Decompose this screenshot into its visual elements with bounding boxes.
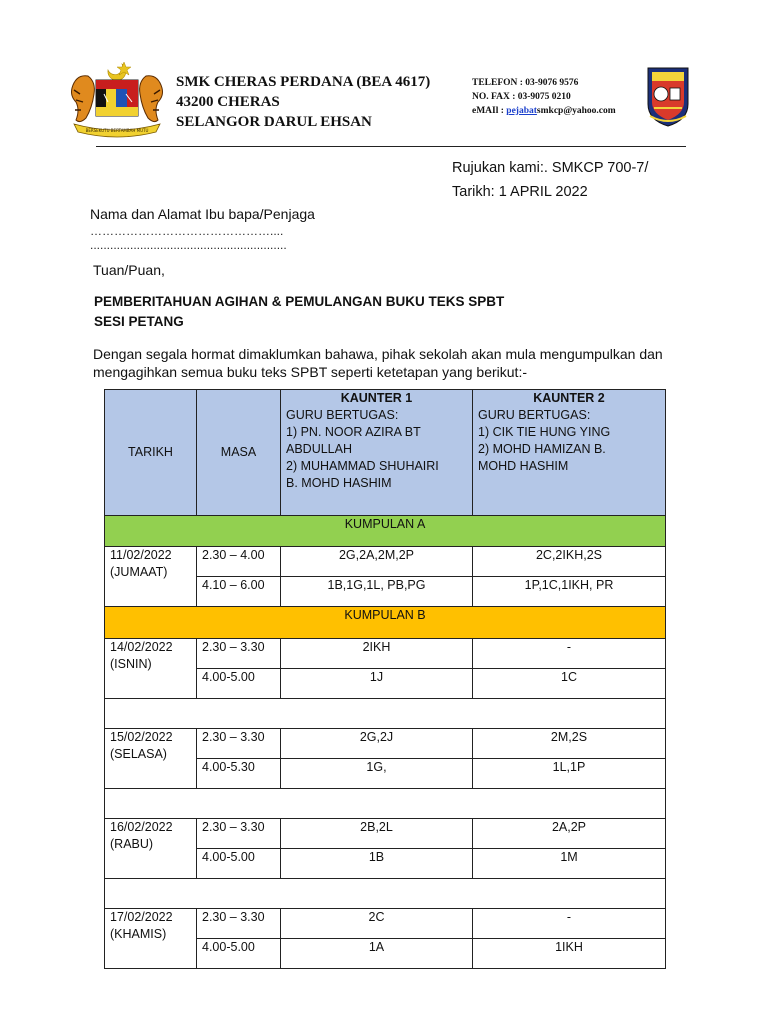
kaunter-1-title: KAUNTER 1 <box>340 391 413 405</box>
table-header-row <box>105 390 666 516</box>
email-domain: smkcp@yahoo.com <box>536 106 616 116</box>
date: 14/02/2022 <box>110 640 173 654</box>
time-cell: 2.30 – 3.30 <box>197 819 281 849</box>
kaunter-1-classes: 1B,1G,1L, PB,PG <box>281 577 473 607</box>
kaunter-2-title: KAUNTER 2 <box>533 391 605 405</box>
table-row <box>105 547 666 577</box>
kaunter-1-classes: 2IKH <box>281 639 473 669</box>
kaunter-1-classes: 2C <box>281 909 473 939</box>
group-a-label: KUMPULAN A <box>105 516 666 547</box>
reference-number: Rujukan kami:. SMKCP 700-7/ <box>452 160 649 176</box>
email-line <box>472 104 616 118</box>
date-cell <box>105 819 197 879</box>
date: 15/02/2022 <box>110 730 173 744</box>
spacer-row <box>105 699 666 729</box>
schedule-table <box>104 389 666 969</box>
kaunter-1-line: ABDULLAH <box>286 442 352 456</box>
kaunter-2-classes: 2A,2P <box>473 819 666 849</box>
recipient-dots-line-1: ……………………………………….... <box>90 224 284 238</box>
header-kaunter-1 <box>281 390 473 516</box>
time-cell: 2.30 – 3.30 <box>197 639 281 669</box>
header-divider <box>96 146 686 147</box>
day: (KHAMIS) <box>110 927 167 941</box>
kaunter-1-line: 1) PN. NOOR AZIRA BT <box>286 425 421 439</box>
time-cell: 4.00-5.00 <box>197 849 281 879</box>
time-cell: 4.00-5.30 <box>197 759 281 789</box>
day: (ISNIN) <box>110 657 152 671</box>
table-row <box>105 729 666 759</box>
intro-paragraph <box>93 345 663 381</box>
time-cell: 2.30 – 3.30 <box>197 729 281 759</box>
kaunter-1-line: GURU BERTUGAS: <box>286 408 399 422</box>
kaunter-2-classes: 1P,1C,1IKH, PR <box>473 577 666 607</box>
school-name: SMK CHERAS PERDANA (BEA 4617) <box>176 74 431 90</box>
day: (SELASA) <box>110 747 167 761</box>
kaunter-2-classes: 1M <box>473 849 666 879</box>
kaunter-2-classes: - <box>473 639 666 669</box>
group-a-row <box>105 516 666 547</box>
kaunter-1-classes: 1J <box>281 669 473 699</box>
kaunter-1-line: 2) MUHAMMAD SHUHAIRI <box>286 459 439 473</box>
date-cell <box>105 909 197 969</box>
kaunter-2-line: GURU BERTUGAS: <box>478 408 591 422</box>
group-b-label: KUMPULAN B <box>105 607 666 639</box>
kaunter-2-classes: 1L,1P <box>473 759 666 789</box>
date-cell <box>105 729 197 789</box>
day: (RABU) <box>110 837 154 851</box>
crest-motto: BERSEKUTU BERTAMBAH MUTU <box>85 128 149 133</box>
time-cell: 4.00-5.00 <box>197 669 281 699</box>
telefon-number: TELEFON : 03-9076 9576 <box>472 78 579 88</box>
school-crest-logo <box>646 66 690 128</box>
header-masa: MASA <box>197 390 281 516</box>
table-row <box>105 909 666 939</box>
time-cell: 4.10 – 6.00 <box>197 577 281 607</box>
kaunter-1-classes: 1B <box>281 849 473 879</box>
kaunter-1-classes: 2G,2A,2M,2P <box>281 547 473 577</box>
kaunter-2-line: 1) CIK TIE HUNG YING <box>478 425 611 439</box>
school-postcode-city: 43200 CHERAS <box>176 94 280 110</box>
letter-subject <box>94 292 504 332</box>
email-label: eMAIl : <box>472 106 507 116</box>
kaunter-2-classes: 2M,2S <box>473 729 666 759</box>
intro-line-1: Dengan segala hormat dimaklumkan bahawa, pihak sekolah akan mula mengumpulkan dan <box>93 346 663 362</box>
time-cell: 2.30 – 3.30 <box>197 909 281 939</box>
table-row <box>105 819 666 849</box>
date-cell <box>105 547 197 607</box>
kaunter-2-line: MOHD HASHIM <box>478 459 569 473</box>
fax-number: NO. FAX : 03-9075 0210 <box>472 92 571 102</box>
coat-of-arms-logo <box>66 58 168 138</box>
kaunter-1-classes: 2G,2J <box>281 729 473 759</box>
kaunter-2-classes: 2C,2IKH,2S <box>473 547 666 577</box>
recipient-dots-line-2: ........................................................... <box>90 238 287 252</box>
time-cell: 4.00-5.00 <box>197 939 281 969</box>
spacer-row <box>105 879 666 909</box>
date-cell <box>105 639 197 699</box>
kaunter-1-line: B. MOHD HASHIM <box>286 476 392 490</box>
kaunter-2-classes: 1IKH <box>473 939 666 969</box>
spacer-row <box>105 789 666 819</box>
kaunter-1-classes: 1G, <box>281 759 473 789</box>
subject-line-1: PEMBERITAHUAN AGIHAN & PEMULANGAN BUKU TEKS SPBT <box>94 294 505 309</box>
date: 17/02/2022 <box>110 910 173 924</box>
header-kaunter-2 <box>473 390 666 516</box>
recipient-label: Nama dan Alamat Ibu bapa/Penjaga <box>90 206 315 222</box>
kaunter-2-line: 2) MOHD HAMIZAN B. <box>478 442 606 456</box>
school-letterhead <box>176 72 430 132</box>
email-link[interactable]: pejabat <box>506 106 537 116</box>
table-row <box>105 639 666 669</box>
day: (JUMAAT) <box>110 565 168 579</box>
time-cell: 2.30 – 4.00 <box>197 547 281 577</box>
letter-date: Tarikh: 1 APRIL 2022 <box>452 184 588 200</box>
kaunter-2-classes: 1C <box>473 669 666 699</box>
salutation: Tuan/Puan, <box>93 262 165 278</box>
kaunter-1-classes: 2B,2L <box>281 819 473 849</box>
kaunter-1-classes: 1A <box>281 939 473 969</box>
intro-line-2: mengagihkan semua buku teks SPBT seperti ketetapan yang berikut:- <box>93 364 527 380</box>
school-state: SELANGOR DARUL EHSAN <box>176 114 372 130</box>
kaunter-2-classes: - <box>473 909 666 939</box>
header-tarikh: TARIKH <box>105 390 197 516</box>
date: 16/02/2022 <box>110 820 173 834</box>
group-b-row <box>105 607 666 639</box>
contact-block <box>472 76 616 118</box>
subject-line-2: SESI PETANG <box>94 314 184 329</box>
date: 11/02/2022 <box>110 548 172 562</box>
